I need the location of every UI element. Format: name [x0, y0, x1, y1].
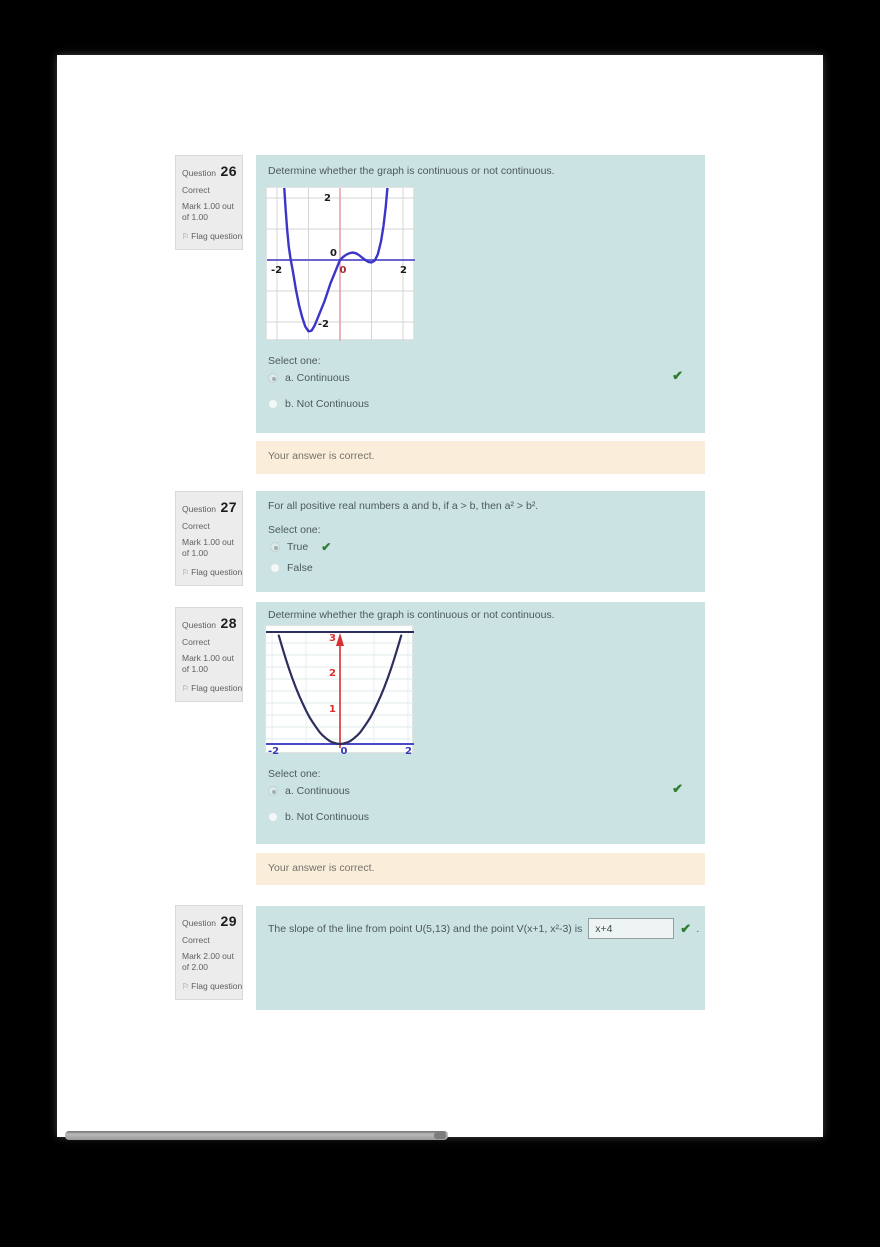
question-29-title: [182, 913, 236, 931]
question-status: Correct: [182, 185, 210, 195]
question-label: Question: [182, 504, 217, 514]
question-29-content: [256, 906, 705, 1010]
radio-option-a[interactable]: [268, 373, 278, 383]
feedback-text: Your answer is correct.: [268, 862, 375, 874]
correct-check-icon: ✔: [321, 540, 332, 554]
question-label: Question: [182, 168, 217, 178]
option-false[interactable]: False: [270, 562, 313, 574]
question-29-info-box: [175, 905, 243, 1000]
question-28-info-box: [175, 607, 243, 702]
tick-x-0: 0: [340, 746, 348, 754]
flag-question-link[interactable]: ⚐ Flag question: [182, 566, 243, 577]
question-27-title: [182, 499, 236, 517]
question-label: Question: [182, 918, 217, 928]
flag-icon: ⚐: [182, 981, 190, 991]
tick-right: 2: [400, 265, 407, 276]
flag-icon: ⚐: [182, 567, 190, 577]
tick-y3: 3: [329, 633, 336, 644]
question-27-info-box: [175, 491, 243, 586]
question-27-content: [256, 491, 705, 592]
tick-x-2: 2: [405, 746, 412, 754]
question-26-info-box: [175, 155, 243, 250]
question-26-graph-image: [266, 187, 414, 340]
question-27-prompt: For all positive real numbers a and b, if a > b, then a² > b².: [268, 500, 539, 512]
option-b-not-continuous[interactable]: b. Not Continuous: [268, 398, 369, 410]
select-one-label: Select one:: [268, 768, 321, 780]
slope-answer-input[interactable]: [588, 918, 674, 939]
question-28-feedback: [256, 853, 705, 885]
question-28-title: [182, 615, 236, 633]
question-status: Correct: [182, 637, 210, 647]
question-26-content: [256, 155, 705, 433]
question-status: Correct: [182, 521, 210, 531]
radio-option-true[interactable]: [270, 542, 280, 552]
tick-origin-upper: 0: [330, 248, 337, 259]
question-mark: Mark 1.00 out of 1.00: [182, 537, 234, 559]
question-26-feedback: [256, 441, 705, 474]
tick-left: -2: [271, 265, 283, 276]
question-28-content: [256, 602, 705, 844]
tick-y1: 1: [329, 704, 336, 715]
parabola-chart: [266, 626, 414, 754]
question-28-graph-image: [265, 625, 413, 753]
question-status: Correct: [182, 935, 210, 945]
question-29-prompt: The slope of the line from point U(5,13) and the point V(x+1, x²-3) is: [268, 922, 583, 935]
horizontal-scrollbar[interactable]: [65, 1131, 448, 1140]
radio-option-a[interactable]: [268, 786, 278, 796]
radio-option-b[interactable]: [268, 812, 278, 822]
flag-question-link[interactable]: ⚐ Flag question: [182, 230, 243, 241]
y-axis-arrowhead: [336, 633, 344, 646]
option-a-continuous[interactable]: a. Continuous: [268, 372, 350, 384]
question-26-title: [182, 163, 236, 181]
question-number: 26: [220, 163, 238, 179]
option-b-not-continuous[interactable]: b. Not Continuous: [268, 811, 369, 823]
document-page: [57, 55, 823, 1137]
tick-y2: 2: [329, 668, 336, 679]
tick-top: 2: [324, 193, 331, 204]
radio-option-false[interactable]: [270, 563, 280, 573]
select-one-label: Select one:: [268, 524, 321, 536]
tick-origin-lower: 0: [339, 265, 347, 276]
correct-check-icon: ✔: [672, 368, 683, 383]
flag-icon: ⚐: [182, 683, 190, 693]
option-true[interactable]: True ✔: [270, 541, 331, 553]
flag-icon: ⚐: [182, 231, 190, 241]
question-label: Question: [182, 620, 217, 630]
flag-question-link[interactable]: ⚐ Flag question: [182, 682, 243, 693]
flag-question-link[interactable]: ⚐ Flag question: [182, 980, 243, 991]
question-29-prompt-row: [268, 918, 699, 939]
tick-bottom: -2: [317, 319, 329, 330]
feedback-text: Your answer is correct.: [268, 450, 375, 462]
correct-check-icon: ✔: [680, 921, 692, 936]
correct-check-icon: ✔: [672, 781, 683, 796]
prompt-suffix: .: [696, 922, 700, 935]
select-one-label: Select one:: [268, 355, 321, 367]
question-number: 27: [220, 499, 238, 515]
quartic-curve-chart: [267, 188, 415, 341]
question-number: 29: [220, 913, 238, 929]
question-28-prompt: Determine whether the graph is continuous or not continuous.: [268, 609, 555, 621]
tick-x-neg2: -2: [268, 746, 280, 754]
question-mark: Mark 1.00 out of 1.00: [182, 653, 234, 675]
question-26-prompt: Determine whether the graph is continuous or not continuous.: [268, 165, 555, 177]
question-mark: Mark 1.00 out of 1.00: [182, 201, 234, 223]
radio-option-b[interactable]: [268, 399, 278, 409]
scrollbar-thumb-end[interactable]: [434, 1132, 446, 1139]
question-mark: Mark 2.00 out of 2.00: [182, 951, 234, 973]
option-a-continuous[interactable]: a. Continuous: [268, 785, 350, 797]
question-number: 28: [220, 615, 238, 631]
